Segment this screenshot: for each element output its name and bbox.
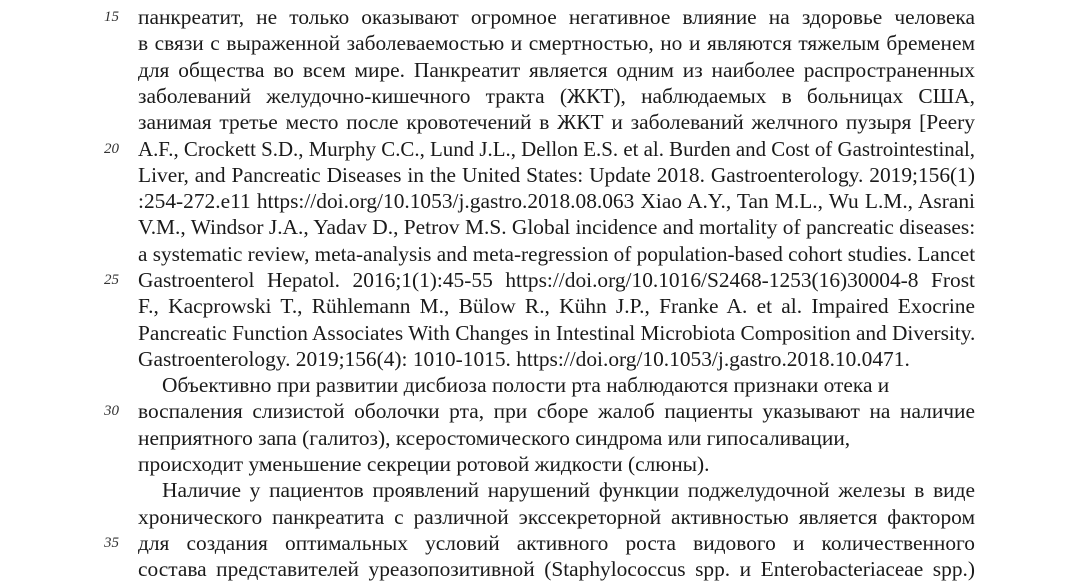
text-line: :254-272.e11 https://doi.org/10.1053/j.gastro.2018.08.063 Xiao A.Y., Tan M.L., Wu L.M., Asrani (138, 189, 975, 213)
text-line: воспаления слизистой оболочки рта, при сборе жалоб пациенты указывают на наличие (138, 399, 975, 423)
text-line: Liver, and Pancreatic Diseases in the United States: Update 2018. Gastroenterology. 2019;156(1) (138, 163, 975, 187)
paragraph-first-line: Объективно при развитии дисбиоза полости рта наблюдаются признаки отека и (162, 373, 890, 397)
text-line: F., Kacprowski T., Rühlemann M., Bülow R., Kühn J.P., Franke A. et al. Impaired Exocrine (138, 294, 975, 318)
line-number: 35 (104, 535, 119, 551)
text-line: для создания оптимальных условий активного роста видового и количественного (138, 531, 975, 555)
text-line: происходит уменьшение секреции ротовой жидкости (слюны). (138, 452, 710, 476)
text-line: панкреатит, не только оказывают огромное негативное влияние на здоровье человека (138, 5, 975, 29)
text-line: V.M., Windsor J.A., Yadav D., Petrov M.S. Global incidence and mortality of pancreatic diseases: (138, 215, 976, 239)
text-line: Gastroenterology. 2019;156(4): 1010-1015. https://doi.org/10.1053/j.gastro.2018.10.0471. (138, 347, 910, 371)
line-number: 20 (104, 141, 119, 157)
text-line: заболеваний желудочно-кишечного тракта (ЖКТ), наблюдаемых в больницах США, (138, 84, 975, 108)
line-number: 30 (104, 403, 119, 419)
text-line: Pancreatic Function Associates With Changes in Intestinal Microbiota Composition and Diversity. (138, 321, 976, 345)
line-number: 25 (104, 272, 119, 288)
text-line: состава представителей уреазопозитивной (Staphylococcus spp. и Enterobacteriaceae spp.) (138, 557, 975, 581)
text-line: A.F., Crockett S.D., Murphy C.C., Lund J.L., Dellon E.S. et al. Burden and Cost of Gastrointestinal, (138, 137, 975, 161)
text-line: Gastroenterol Hepatol. 2016;1(1):45-55 https://doi.org/10.1016/S2468-1253(16)30004-8 Frost (138, 268, 975, 292)
text-line: неприятного запа (галитоз), ксеростомического синдрома или гипосаливации, (138, 426, 851, 450)
text-line: хронического панкреатита с различной экссекреторной активностью является фактором (138, 505, 975, 529)
paragraph-first-line: Наличие у пациентов проявлений нарушений функции поджелудочной железы в виде (162, 478, 975, 502)
text-line: занимая третье место после кровотечений в ЖКТ и заболеваний желчного пузыря [Peery (138, 110, 975, 134)
line-number: 15 (104, 9, 119, 25)
text-line: в связи с выраженной заболеваемостью и смертностью, но и являются тяжелым бременем (138, 31, 975, 55)
text-line: для общества во всем мире. Панкреатит является одним из наиболее распространенных (138, 58, 975, 82)
text-line: a systematic review, meta-analysis and meta-regression of population-based cohort studies. Lancet (138, 242, 976, 266)
